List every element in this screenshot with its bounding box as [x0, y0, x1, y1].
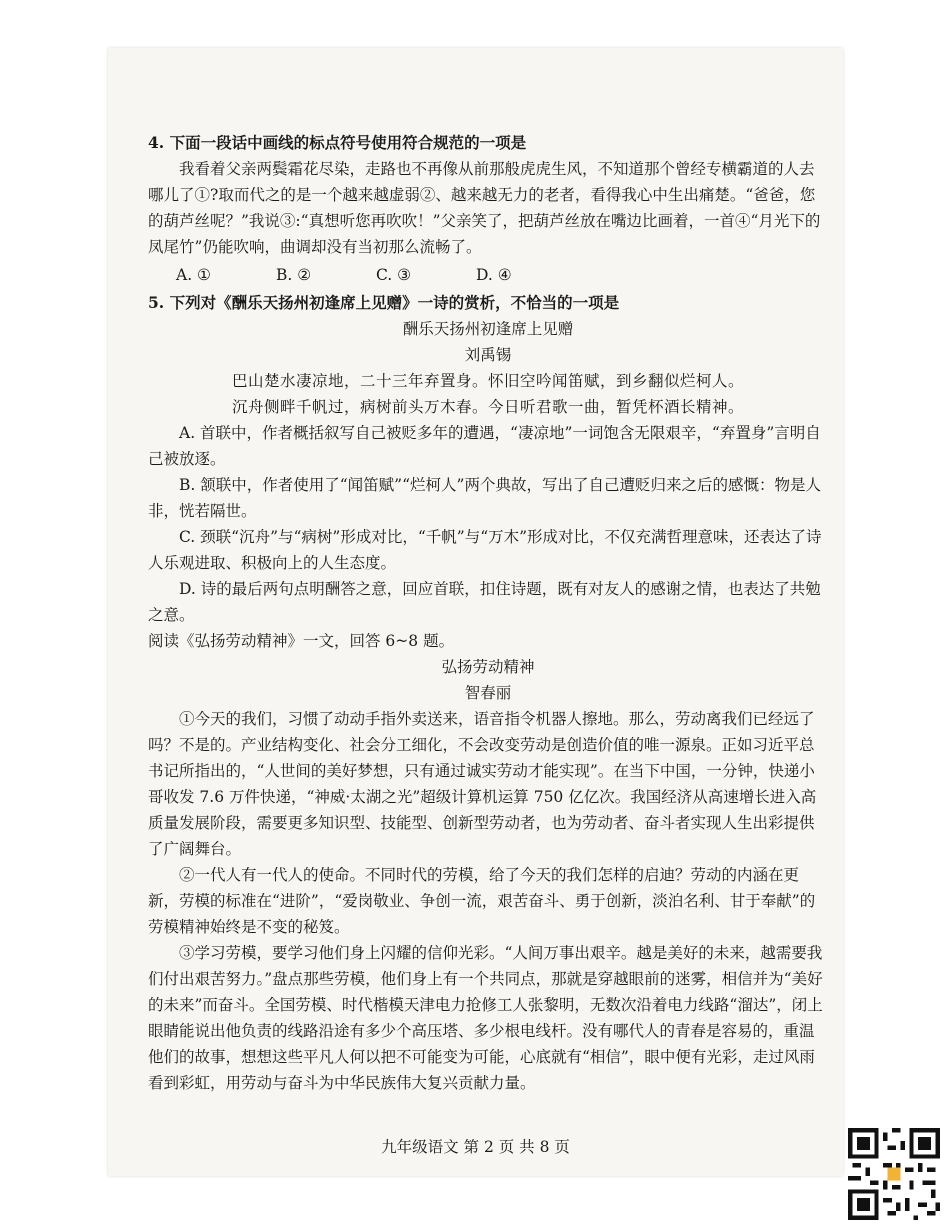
choice-d: D. 诗的最后两句点明酬答之意，回应首联，扣住诗题，既有对友人的感谢之情，也表达了共勉之意。	[148, 580, 821, 624]
qr-code-graphic	[848, 1128, 940, 1220]
question-4-stem	[148, 130, 828, 156]
page-content	[148, 130, 828, 1096]
passage-part-4: 仍能吹响，曲调却没有当初那么流畅了。	[202, 238, 482, 256]
choice-b: B. 颔联中，作者使用了“闻笛赋”“烂柯人”两个典故，写出了自己遭贬归来之后的感慨：物是人非，恍若隔世。	[148, 476, 821, 520]
question-5-text: 5. 下列对《酬乐天扬州初逢席上见赠》一诗的赏析，不恰当的一项是	[148, 293, 620, 312]
article-paragraph-2: ②一代人有一代人的使命。不同时代的劳模，给了今天的我们怎样的启迪？劳动的内涵在更新，劳模的标准在“进阶”，“爱岗敬业、争创一流，艰苦奋斗、勇于创新，淡泊名利、甘于奉献”的劳模精神始终是不变的秘笈。	[148, 866, 816, 936]
question-5-stem	[148, 290, 828, 316]
article-title: 弘扬劳动精神	[441, 658, 535, 676]
option-a: A. ①	[176, 266, 211, 284]
article-author: 智春丽	[464, 684, 512, 702]
page-footer: 九年级语文 第 2 页 共 8 页	[381, 1138, 570, 1156]
reading-intro: 阅读《弘扬劳动精神》一文，回答 6~8 题。	[148, 632, 455, 650]
passage-part-2: 取而代之的是一个越来越虚弱②、越来越无力的老者，看得我心中生出痛楚。“爸爸，您的葫芦丝呢？”我说③:	[148, 186, 816, 230]
option-c: C. ③	[376, 266, 412, 284]
poem-line-1: 巴山楚水凄凉地，二十三年弃置身。怀旧空吟闻笛赋，到乡翻似烂柯人。	[231, 372, 744, 390]
option-b: B. ②	[276, 266, 312, 284]
poem-line-2: 沉舟侧畔千帆过，病树前头万木春。今日听君歌一曲，暂凭杯酒长精神。	[231, 398, 744, 416]
option-d: D. ④	[476, 266, 512, 284]
qr-code-icon	[848, 1128, 940, 1220]
article-paragraph-3: ③学习劳模，要学习他们身上闪耀的信仰光彩。“人间万事出艰辛。越是美好的未来，越需要我们付出艰苦努力。”盘点那些劳模，他们身上有一个共同点，那就是穿越眼前的迷雾，相信并为“美好的未来”而奋斗。全国劳模、时代楷模天津电力抢修工人张黎明，无数次沿着电力线路“溜达”，闭上眼睛能说出他负责的线路沿途有多少个高压塔、多少根电线杆。没有哪代人的青春是容易的，重温他们的故事，想想这些平凡人何以把不可能变为可能，心底就有“相信”，眼中便有光彩，走过风雨看到彩虹，用劳动与奋斗为中华民族伟大复兴贡献力量。	[148, 944, 823, 1092]
passage-part-1: 我看着父亲两鬓霜花尽染，走路也不再像从前那般虎虎生风，不知道那个曾经专横霸道的人去哪儿了①?	[148, 160, 815, 204]
choice-c: C. 颈联“沉舟”与“病树”形成对比，“千帆”与“万木”形成对比，不仅充满哲理意味，还表达了诗人乐观进取、积极向上的人生态度。	[148, 528, 822, 572]
choice-a: A. 首联中，作者概括叙写自己被贬多年的遭遇，“凄凉地”一词饱含无限艰辛，“弃置身”言明自己被放逐。	[148, 424, 821, 468]
question-4-passage	[148, 156, 828, 260]
poem-title: 酬乐天扬州初逢席上见赠	[402, 320, 574, 338]
article-paragraph-1: ①今天的我们，习惯了动动手指外卖送来，语音指令机器人擦地。那么，劳动离我们已经远了吗？不是的。产业结构变化、社会分工细化，不会改变劳动是创造价值的唯一源泉。正如习近平总书记所指出的，“人世间的美好梦想，只有通过诚实劳动才能实现”。在当下中国，一分钟，快递小哥收发 7.6 万件快递，“神威·太湖之光”超级计算机运算 750 亿亿次。我国经济从高速增长进入高质量发展阶段，需要更多知识型、技能型、创新型劳动者，也为劳动者、奋斗者实现人生出彩提供了广阔舞台。	[148, 710, 817, 858]
passage-part-3: “真想听您再吹吹！”父亲笑了，把葫芦丝放在嘴边比画着，一首④“月光下的凤尾竹”	[148, 212, 821, 256]
exam-page	[108, 48, 843, 1176]
question-4-text: 4. 下面一段话中画线的标点符号使用符合规范的一项是	[148, 133, 527, 152]
poem-author: 刘禹锡	[464, 346, 512, 364]
question-4-options	[148, 262, 828, 288]
